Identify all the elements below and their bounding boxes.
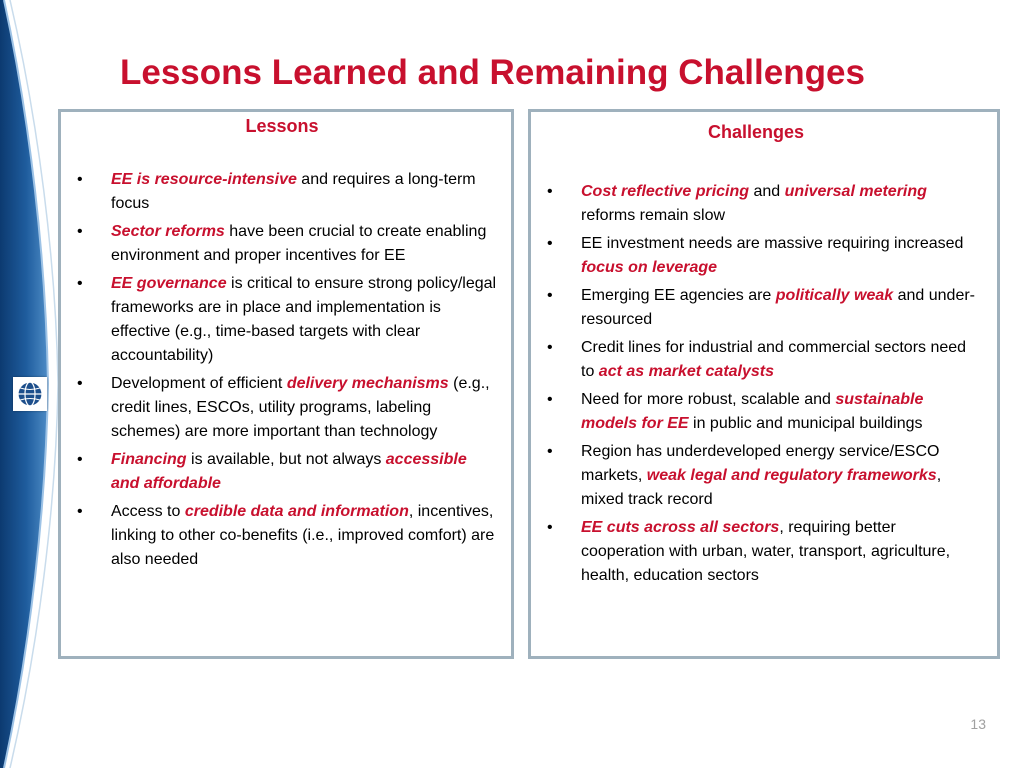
- bullet-dot-icon: •: [547, 235, 553, 252]
- body-text: and: [749, 183, 785, 200]
- body-text: Credit lines for industrial and commercial sectors need to: [581, 339, 967, 380]
- emphasis-text: EE cuts across all sectors: [581, 519, 780, 536]
- emphasis-text: Sector reforms: [111, 223, 225, 240]
- bullet-item: [535, 516, 977, 588]
- bullet-item: [535, 336, 977, 384]
- body-text: , incentives, linking to other co-benefits (i.e., improved comfort) are also needed: [111, 503, 495, 568]
- bullet-dot-icon: •: [77, 171, 83, 188]
- bullet-dot-icon: •: [547, 443, 553, 460]
- page-number: 13: [970, 716, 986, 732]
- bullet-item: [65, 272, 499, 368]
- globe-logo-icon: [13, 377, 47, 411]
- body-text: Region has underdeveloped energy service/ESCO markets,: [581, 443, 940, 484]
- emphasis-text: delivery mechanisms: [286, 375, 449, 392]
- bullet-dot-icon: •: [547, 339, 553, 356]
- emphasis-text: weak legal and regulatory frameworks: [646, 467, 937, 484]
- lessons-list: [65, 168, 499, 572]
- body-text: (e.g., credit lines, ESCOs, utility programs, labeling schemes) are more important than technology: [111, 375, 490, 440]
- emphasis-text: politically weak: [775, 287, 894, 304]
- bullet-item: [535, 180, 977, 228]
- slide-title: Lessons Learned and Remaining Challenges: [120, 53, 865, 93]
- lessons-panel: [58, 109, 514, 659]
- emphasis-text: sustainable models for EE: [581, 391, 924, 432]
- body-text: have been crucial to create enabling environment and proper incentives for EE: [111, 223, 487, 264]
- bullet-dot-icon: •: [77, 375, 83, 392]
- body-text: Need for more robust, scalable and: [581, 391, 836, 408]
- body-text: reforms remain slow: [581, 207, 726, 224]
- emphasis-text: Financing: [111, 451, 187, 468]
- bullet-item: [65, 168, 499, 216]
- emphasis-text: act as market catalysts: [598, 363, 775, 380]
- emphasis-text: Cost reflective pricing: [581, 183, 750, 200]
- bullet-dot-icon: •: [547, 519, 553, 536]
- bullet-item: [65, 500, 499, 572]
- body-text: and under-resourced: [581, 287, 976, 328]
- lessons-heading: Lessons: [245, 116, 319, 136]
- body-text: is critical to ensure strong policy/legal frameworks are in place and implementation is effective (e.g., time-based targets with clear accountability): [111, 275, 497, 364]
- emphasis-text: EE governance: [111, 275, 227, 292]
- bullet-item: [535, 284, 977, 332]
- body-text: and requires a long-term focus: [111, 171, 476, 212]
- bullet-dot-icon: •: [77, 503, 83, 520]
- emphasis-text: credible data and information: [184, 503, 409, 520]
- bullet-item: [65, 372, 499, 444]
- body-text: is available, but not always: [186, 451, 386, 468]
- bullet-dot-icon: •: [547, 391, 553, 408]
- bullet-item: [65, 448, 499, 496]
- emphasis-text: universal metering: [784, 183, 927, 200]
- body-text: Access to: [111, 503, 185, 520]
- bullet-dot-icon: •: [547, 287, 553, 304]
- body-text: , requiring better cooperation with urban, water, transport, agriculture, health, education sectors: [581, 519, 951, 584]
- emphasis-text: EE is resource-intensive: [111, 171, 297, 188]
- body-text: , mixed track record: [581, 467, 942, 508]
- bullet-item: [535, 232, 977, 280]
- body-text: in public and municipal buildings: [688, 415, 923, 432]
- bullet-item: [535, 388, 977, 436]
- body-text: Emerging EE agencies are: [581, 287, 776, 304]
- challenges-list: [535, 180, 977, 588]
- challenges-panel: [528, 109, 1000, 659]
- emphasis-text: accessible and affordable: [111, 451, 467, 492]
- body-text: EE investment needs are massive requiring increased: [581, 235, 964, 252]
- body-text: Development of efficient: [111, 375, 287, 392]
- challenges-heading: Challenges: [707, 122, 805, 142]
- emphasis-text: focus on leverage: [581, 259, 718, 276]
- bullet-dot-icon: •: [77, 223, 83, 240]
- bullet-dot-icon: •: [547, 183, 553, 200]
- bullet-dot-icon: •: [77, 451, 83, 468]
- bullet-item: [65, 220, 499, 268]
- bullet-dot-icon: •: [77, 275, 83, 292]
- bullet-item: [535, 440, 977, 512]
